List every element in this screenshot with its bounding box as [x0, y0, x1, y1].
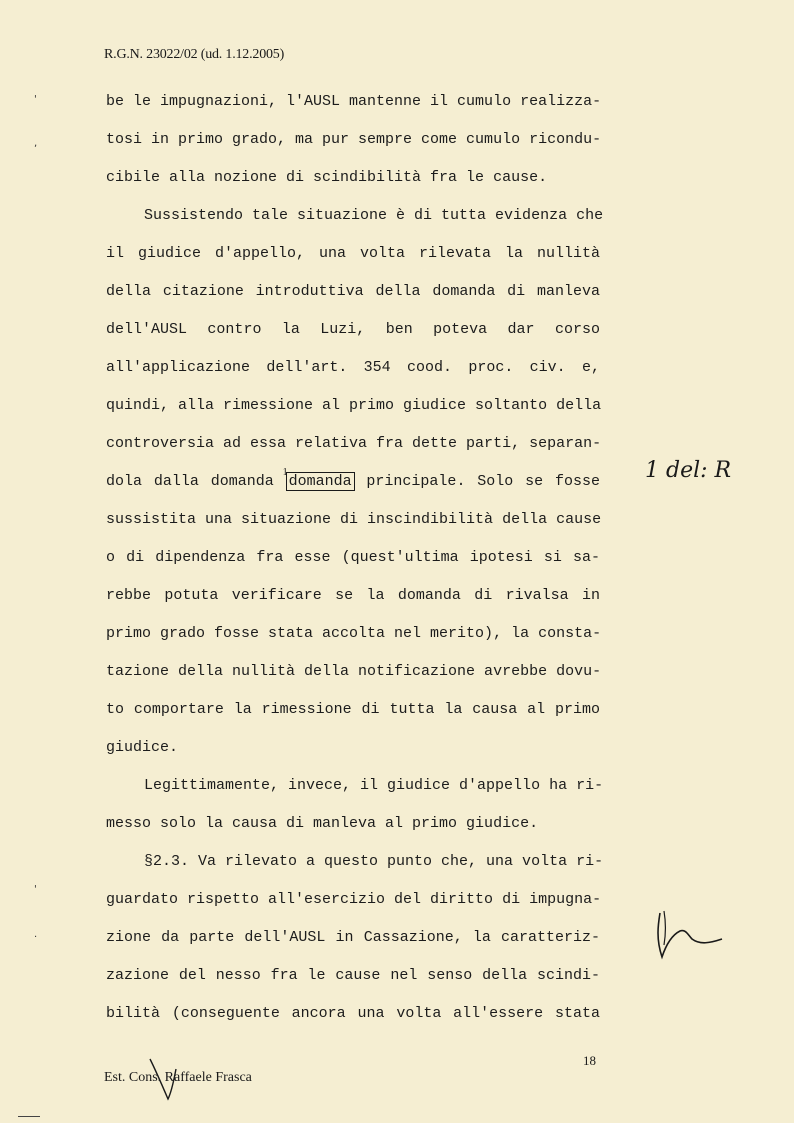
- initials-signature: [652, 905, 732, 965]
- text-line: tosi in primo grado, ma pur sempre come cumulo ricondu-: [106, 131, 602, 148]
- footer-signature-line: Est. Cons. Raffaele Frasca: [104, 1070, 252, 1085]
- text-line: della citazione introduttiva della domanda di manleva: [106, 283, 600, 300]
- text-line: Legittimamente, invece, il giudice d'appello ha ri-: [144, 777, 604, 794]
- text-line: giudice.: [106, 739, 179, 756]
- text-line: il giudice d'appello, una volta rilevata la nullità: [106, 245, 600, 262]
- text-line: guardato rispetto all'esercizio del diritto di impugna-: [106, 891, 602, 908]
- text-line: zazione del nesso fra le cause nel senso della scindi-: [106, 967, 600, 984]
- text-line: sussistita una situazione di inscindibilità della cause: [106, 511, 602, 528]
- correction-superscript: 1: [282, 467, 288, 478]
- margin-annotation: 1 del: R: [645, 458, 732, 483]
- text-line: all'applicazione dell'art. 354 cood. proc. civ. e,: [106, 359, 600, 376]
- text-line: tazione della nullità della notificazione avrebbe dovu-: [106, 663, 602, 680]
- footer-signature-mark: [146, 1055, 206, 1105]
- text-line: o di dipendenza fra esse (quest'ultima ipotesi si sa-: [106, 549, 600, 566]
- text-line: Sussistendo tale situazione è di tutta evidenza che: [144, 207, 604, 224]
- margin-tick: ·: [34, 932, 38, 943]
- text-line: cibile alla nozione di scindibilità fra le cause.: [106, 169, 548, 186]
- divider: [18, 1116, 40, 1117]
- text-line: be le impugnazioni, l'AUSL mantenne il cumulo realizza-: [106, 93, 602, 110]
- text-line: messo solo la causa di manleva al primo giudice.: [106, 815, 539, 832]
- text-line: primo grado fosse stata accolta nel merito), la consta-: [106, 625, 602, 642]
- body-text: [106, 90, 604, 1040]
- text-line: controversia ad essa relativa fra dette parti, separan-: [106, 435, 602, 452]
- text-line: §2.3. Va rilevato a questo punto che, una volta ri-: [144, 853, 604, 870]
- margin-tick: ': [34, 94, 37, 105]
- margin-tick: ': [34, 884, 37, 895]
- page-number: 18: [583, 1053, 596, 1068]
- text-line: dola dalla domanda 1 domanda principale. Solo se fosse: [106, 470, 600, 508]
- text-line: to comportare la rimessione di tutta la causa al primo: [106, 701, 600, 718]
- text-line: quindi, alla rimessione al primo giudice soltanto della: [106, 397, 602, 414]
- text-line: bilità (conseguente ancora una volta all'essere stata: [106, 1005, 600, 1022]
- text-line: dell'AUSL contro la Luzi, ben poteva dar corso: [106, 321, 600, 338]
- text-line: rebbe potuta verificare se la domanda di rivalsa in: [106, 587, 600, 604]
- boxed-deletion: 1 domanda: [286, 472, 355, 491]
- case-header: R.G.N. 23022/02 (ud. 1.12.2005): [104, 47, 285, 62]
- margin-tick: ,: [34, 138, 38, 149]
- text-line: zione da parte dell'AUSL in Cassazione, la caratteriz-: [106, 929, 600, 946]
